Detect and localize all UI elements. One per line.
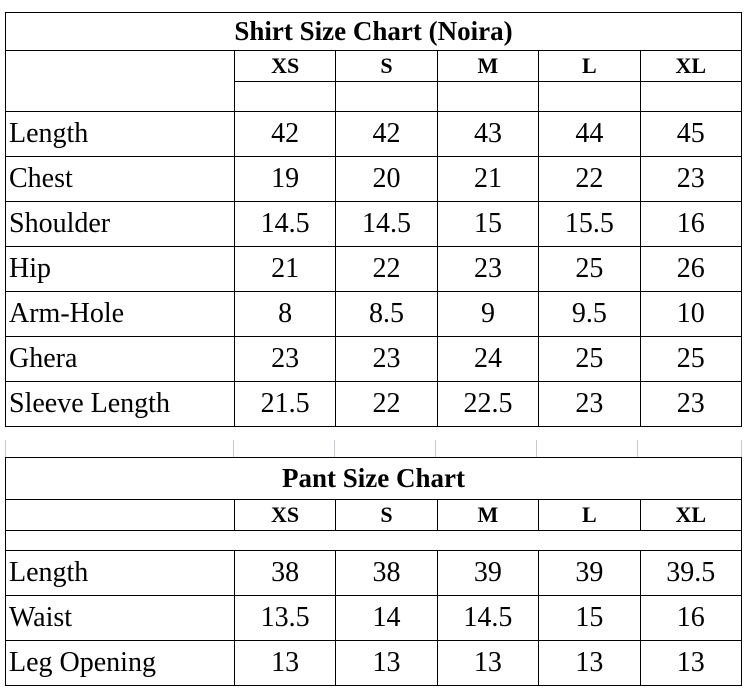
measurement-cell: 14 (336, 596, 437, 641)
measurement-cell: 20 (336, 157, 437, 202)
measurement-cell: 9.5 (539, 292, 640, 337)
size-header-xs: XS (234, 51, 335, 82)
size-header-l: L (539, 51, 640, 82)
measurement-cell: 45 (640, 112, 741, 157)
measurement-cell: 38 (336, 551, 437, 596)
row-label: Length (6, 112, 235, 157)
table-row (6, 247, 742, 292)
measurement-cell: 39.5 (640, 551, 741, 596)
measurement-cell: 44 (539, 112, 640, 157)
row-label: Hip (6, 247, 235, 292)
measurement-cell: 42 (234, 112, 335, 157)
row-label: Shoulder (6, 202, 235, 247)
shirt-chart-title: Shirt Size Chart (Noira) (6, 13, 742, 51)
measurement-cell: 22 (336, 247, 437, 292)
table-row (6, 202, 742, 247)
measurement-cell: 26 (640, 247, 741, 292)
size-header-xs: XS (234, 500, 335, 531)
measurement-cell: 16 (640, 596, 741, 641)
size-header-s: S (336, 500, 437, 531)
measurement-cell: 43 (437, 112, 538, 157)
pant-size-table (5, 457, 742, 686)
pant-chart-title: Pant Size Chart (6, 458, 742, 500)
row-label: Length (6, 551, 235, 596)
row-label: Arm-Hole (6, 292, 235, 337)
measurement-cell: 22.5 (437, 382, 538, 427)
measurement-cell: 23 (234, 337, 335, 382)
header-corner-cell (6, 51, 235, 112)
blank-cell (234, 82, 335, 112)
measurement-cell: 16 (640, 202, 741, 247)
table-row (6, 382, 742, 427)
size-header-m: M (437, 51, 538, 82)
measurement-cell: 15.5 (539, 202, 640, 247)
measurement-cell: 22 (539, 157, 640, 202)
measurement-cell: 23 (640, 382, 741, 427)
table-separator (5, 440, 742, 457)
measurement-cell: 21 (234, 247, 335, 292)
measurement-cell: 13 (640, 641, 741, 686)
measurement-cell: 23 (336, 337, 437, 382)
size-header-s: S (336, 51, 437, 82)
measurement-cell: 15 (539, 596, 640, 641)
row-label: Ghera (6, 337, 235, 382)
measurement-cell: 13 (336, 641, 437, 686)
measurement-cell: 39 (539, 551, 640, 596)
measurement-cell: 13.5 (234, 596, 335, 641)
measurement-cell: 21 (437, 157, 538, 202)
measurement-cell: 21.5 (234, 382, 335, 427)
table-row (6, 112, 742, 157)
blank-cell (437, 82, 538, 112)
size-header-xl: XL (640, 51, 741, 82)
blank-row (6, 531, 742, 551)
table-row (6, 551, 742, 596)
measurement-cell: 14.5 (234, 202, 335, 247)
size-header-l: L (539, 500, 640, 531)
measurement-cell: 23 (640, 157, 741, 202)
measurement-cell: 23 (539, 382, 640, 427)
measurement-cell: 25 (539, 337, 640, 382)
measurement-cell: 25 (640, 337, 741, 382)
table-row (6, 337, 742, 382)
measurement-cell: 13 (234, 641, 335, 686)
measurement-cell: 19 (234, 157, 335, 202)
shirt-size-table (5, 12, 742, 427)
measurement-cell: 9 (437, 292, 538, 337)
measurement-cell: 25 (539, 247, 640, 292)
measurement-cell: 24 (437, 337, 538, 382)
measurement-cell: 8 (234, 292, 335, 337)
row-label: Waist (6, 596, 235, 641)
size-header-m: M (437, 500, 538, 531)
table-row (6, 596, 742, 641)
row-label: Leg Opening (6, 641, 235, 686)
measurement-cell: 8.5 (336, 292, 437, 337)
measurement-cell: 14.5 (336, 202, 437, 247)
measurement-cell: 39 (437, 551, 538, 596)
table-row (6, 292, 742, 337)
blank-cell (336, 82, 437, 112)
table-row (6, 157, 742, 202)
measurement-cell: 23 (437, 247, 538, 292)
size-header-xl: XL (640, 500, 741, 531)
header-corner-cell (6, 500, 235, 531)
row-label: Chest (6, 157, 235, 202)
measurement-cell: 14.5 (437, 596, 538, 641)
measurement-cell: 42 (336, 112, 437, 157)
measurement-cell: 38 (234, 551, 335, 596)
table-row (6, 641, 742, 686)
measurement-cell: 13 (539, 641, 640, 686)
blank-cell (640, 82, 741, 112)
measurement-cell: 15 (437, 202, 538, 247)
measurement-cell: 22 (336, 382, 437, 427)
measurement-cell: 10 (640, 292, 741, 337)
blank-cell (539, 82, 640, 112)
measurement-cell: 13 (437, 641, 538, 686)
row-label: Sleeve Length (6, 382, 235, 427)
